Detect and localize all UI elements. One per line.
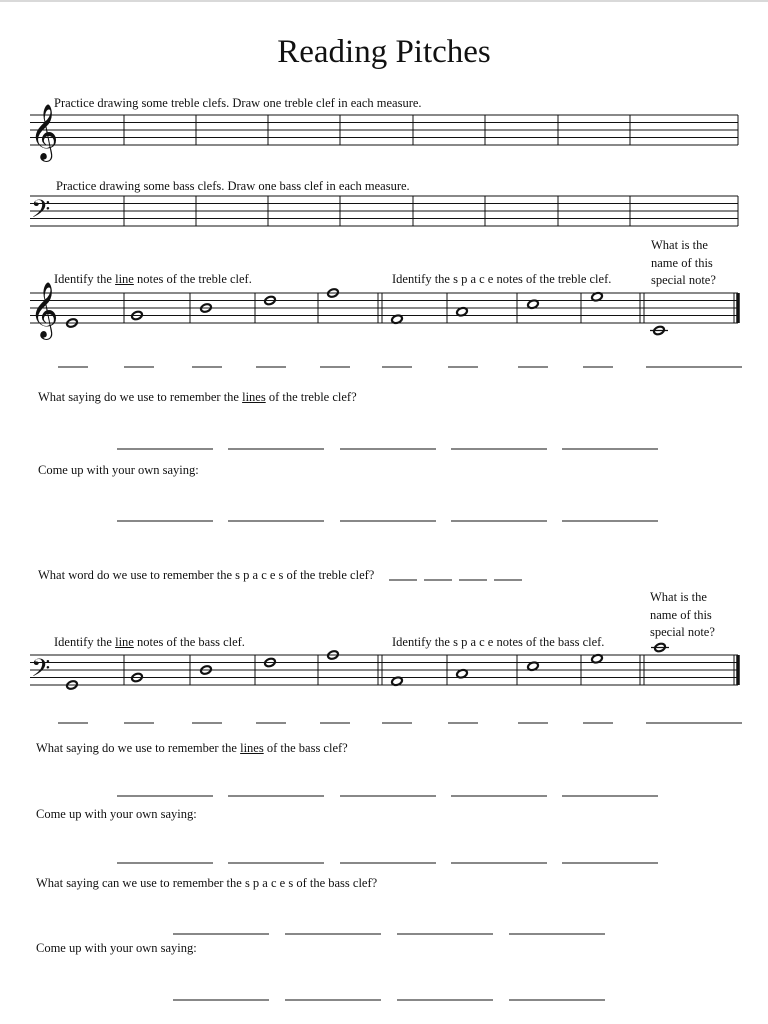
treble-clef-icon: 𝄞 <box>30 282 59 338</box>
treble-special-note-question: What is the name of this special note? <box>651 238 716 287</box>
bass-spaces-saying-question: What saying can we use to remember the s p a c e s of the bass clef? <box>36 876 378 890</box>
bass-own-saying-prompt-2: Come up with your own saying: <box>36 941 197 955</box>
treble-own-saying-prompt: Come up with your own saying: <box>38 463 199 477</box>
bass-own-saying-prompt-1: Come up with your own saying: <box>36 807 197 821</box>
bass-special-note-question: What is the name of this special note? <box>650 590 715 639</box>
treble-lines-saying-question: What saying do we use to remember the lines of the treble clef? <box>38 390 357 404</box>
bass-clef-icon: 𝄢 <box>31 654 51 689</box>
bass-clef-icon: 𝄢 <box>31 195 51 230</box>
treble-spaces-word-question: What word do we use to remember the s p a c e s of the treble clef? <box>38 568 375 582</box>
bass-lines-saying-question: What saying do we use to remember the lines of the bass clef? <box>36 741 348 755</box>
treble-clef-icon: 𝄞 <box>30 104 59 160</box>
page-title: Reading Pitches <box>277 34 491 70</box>
bass-line-notes-label: Identify the line notes of the bass clef. <box>54 635 245 649</box>
bass-space-notes-label: Identify the s p a c e notes of the bass clef. <box>392 635 605 649</box>
treble-line-notes-label: Identify the line notes of the treble clef. <box>54 272 252 286</box>
treble-clef-practice-instruction: Practice drawing some treble clefs. Draw one treble clef in each measure. <box>54 96 422 110</box>
treble-space-notes-label: Identify the s p a c e notes of the treble clef. <box>392 272 612 286</box>
bass-clef-practice-instruction: Practice drawing some bass clefs. Draw one bass clef in each measure. <box>56 179 410 193</box>
